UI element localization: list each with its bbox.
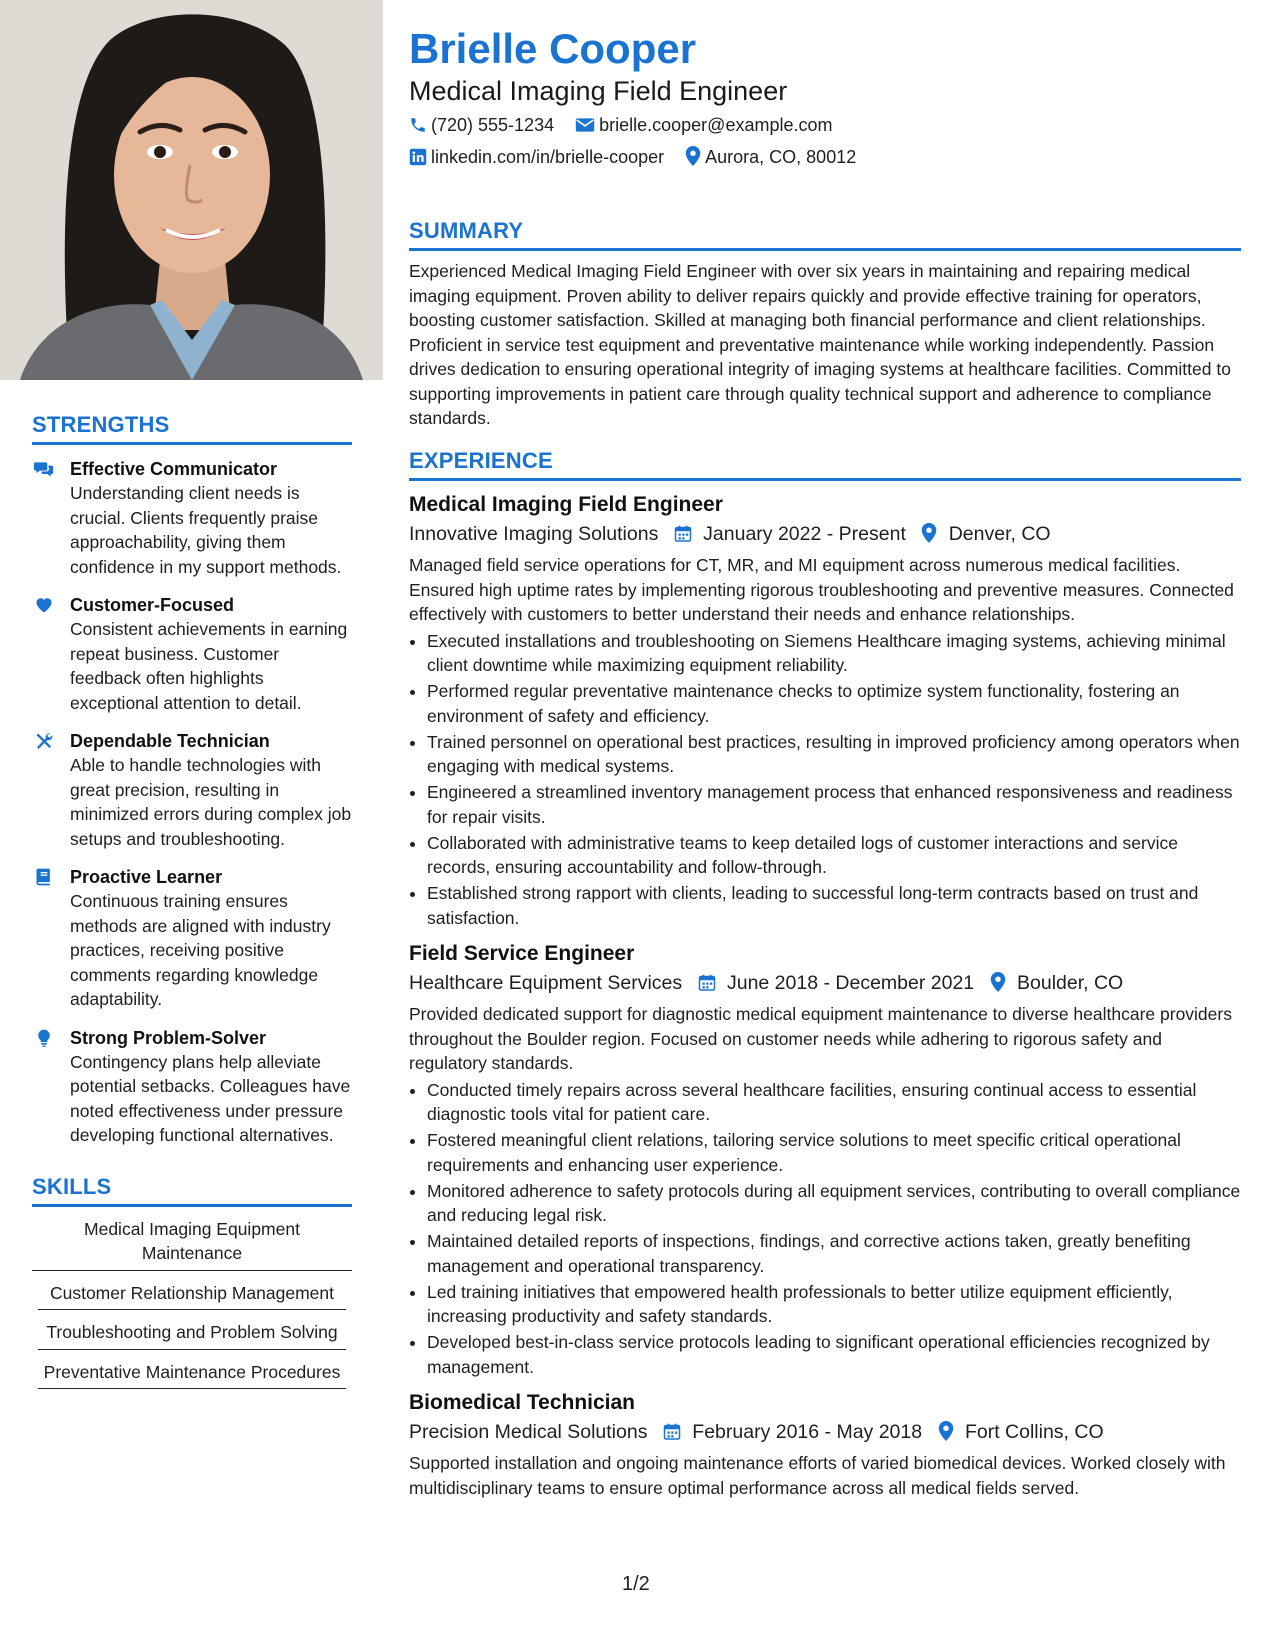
phone-icon [409, 116, 427, 134]
job-location: Denver, CO [948, 523, 1051, 545]
location-contact [685, 147, 856, 167]
job-dates: January 2022 - Present [703, 523, 906, 545]
job-dates: June 2018 - December 2021 [726, 972, 975, 994]
map-pin-icon [921, 523, 937, 543]
job-bullets [409, 629, 1241, 931]
summary-heading: SUMMARY [409, 218, 1241, 251]
strength-item [32, 865, 352, 1012]
map-pin-icon [990, 972, 1006, 992]
book-icon [34, 867, 54, 887]
job-bullet: • Engineered a streamlined inventory management process that enhanced responsiveness and readiness for repair visits. [427, 780, 1241, 829]
job-bullet: • Established strong rapport with clients, leading to successful long-term contracts based on trust and satisfaction. [427, 881, 1241, 930]
page-number: 1/2 [622, 1573, 650, 1595]
envelope-icon [575, 116, 595, 134]
job-bullet: • Monitored adherence to safety protocols during all equipment services, contributing to overall compliance and reducing legal risk. [427, 1179, 1241, 1228]
job-bullet: • Trained personnel on operational best practices, resulting in improved proficiency among operators when engaging with medical systems. [427, 730, 1241, 779]
linkedin-icon [409, 148, 427, 166]
job-bullet: • Developed best-in-class service protocols leading to significant operational efficiencies recognized by management. [427, 1330, 1241, 1379]
job-company: Healthcare Equipment Services [409, 972, 683, 994]
strength-title: Customer-Focused [70, 595, 235, 615]
email-contact[interactable] [575, 115, 832, 135]
heart-icon [34, 595, 54, 615]
job-bullet: • Collaborated with administrative teams to keep detailed logs of customer interactions and service records, ensuring accountability and follow-through. [427, 831, 1241, 880]
job-bullet: • Maintained detailed reports of inspections, findings, and corrective actions taken, greatly benefiting management and operational transparency. [427, 1229, 1241, 1278]
job-company: Precision Medical Solutions [409, 1421, 648, 1443]
skills-list [32, 1217, 352, 1390]
calendar-icon [698, 973, 716, 992]
phone-text: (720) 555-1234 [431, 115, 555, 135]
summary-section [409, 218, 1241, 431]
skill-item: Preventative Maintenance Procedures [38, 1360, 346, 1390]
calendar-icon [663, 1422, 681, 1441]
job-location: Fort Collins, CO [964, 1421, 1104, 1443]
job-entry [409, 940, 1241, 1379]
map-pin-icon [938, 1421, 954, 1441]
location-text: Aurora, CO, 80012 [705, 147, 857, 167]
strength-title: Dependable Technician [70, 731, 270, 751]
strength-description: Able to handle technologies with great precision, resulting in minimized errors during complex job setups and troubleshooting. [70, 755, 352, 849]
tools-icon [34, 731, 54, 751]
strength-description: Understanding client needs is crucial. Clients frequently praise approachability, giving them confidence in my support methods. [70, 483, 342, 577]
phone-contact[interactable] [409, 115, 559, 135]
experience-section [409, 448, 1241, 1500]
job-company: Innovative Imaging Solutions [409, 523, 659, 545]
left-content [32, 412, 352, 1389]
skills-heading: SKILLS [32, 1174, 352, 1207]
strength-description: Continuous training ensures methods are aligned with industry practices, receiving positive comments regarding knowledge adaptability. [70, 891, 331, 1009]
job-description: Supported installation and ongoing maintenance efforts of varied biomedical devices. Worked closely with multidisciplinary teams to ensure optimal performance across all medical fields served. [409, 1453, 1226, 1498]
strength-title: Effective Communicator [70, 459, 278, 479]
job-bullet: • Conducted timely repairs across several healthcare facilities, ensuring continual access to essential diagnostic tools vital for patient care. [427, 1078, 1241, 1127]
job-bullet: • Executed installations and troubleshooting on Siemens Healthcare imaging systems, achieving minimal client downtime while maximizing equipment reliability. [427, 629, 1241, 678]
strength-item [32, 729, 352, 851]
job-entry [409, 1389, 1241, 1500]
job-description: Provided dedicated support for diagnostic medical equipment maintenance to diverse healthcare providers throughout the Boulder region. Focused on customer needs while adhering to rigorous safety and regulatory standards. [409, 1004, 1232, 1073]
strengths-list [32, 457, 352, 1148]
job-entry [409, 491, 1241, 930]
job-title: Medical Imaging Field Engineer [409, 493, 723, 516]
contact-row-1 [409, 113, 849, 137]
job-meta [409, 519, 1241, 549]
lightbulb-icon [34, 1028, 54, 1048]
email-text: brielle.cooper@example.com [599, 115, 833, 135]
summary-text: Experienced Medical Imaging Field Engineer with over six years in maintaining and repairing medical imaging equipment. Proven ability to deliver repairs quickly and provide effective training for operators, boosting customer satisfaction. Skilled at managing both financial performance and client relationships. Proficient in service test equipment and preventative maintenance while working independently. Passion drives dedication to ensuring operational integrity of imaging systems at healthcare facilities. Committed to supporting improvements in patient care through quality technical support and adherence to compliance standards. [409, 261, 1231, 428]
job-bullets [409, 1078, 1241, 1380]
skill-item: Customer Relationship Management [38, 1281, 346, 1311]
strength-title: Proactive Learner [70, 867, 223, 887]
strength-item [32, 1026, 352, 1148]
job-title: Field Service Engineer [409, 942, 635, 965]
skill-item: Troubleshooting and Problem Solving [38, 1320, 346, 1350]
job-bullet: • Performed regular preventative maintenance checks to optimize system functionality, fostering an environment of safety and efficiency. [427, 679, 1241, 728]
job-dates: February 2016 - May 2018 [692, 1421, 923, 1443]
chat-bubbles-icon [34, 459, 54, 479]
strength-description: Contingency plans help alleviate potential setbacks. Colleagues have noted effectiveness under pressure developing functional alternatives. [70, 1051, 351, 1145]
job-bullet: • Fostered meaningful client relations, tailoring service solutions to meet specific critical operational requirements and enhancing user experience. [427, 1128, 1241, 1177]
job-description: Managed field service operations for CT, MR, and MI equipment across numerous medical facilities. Ensured high uptime rates by implementing rigorous troubleshooting and preventive measures. Connected effectively with customers to better understand their needs and enhance relationships. [409, 555, 1234, 624]
linkedin-contact[interactable] [409, 147, 669, 167]
profile-photo [0, 0, 383, 380]
linkedin-text: linkedin.com/in/brielle-cooper [431, 147, 665, 167]
left-column [0, 0, 383, 1650]
map-pin-icon [685, 146, 701, 166]
skill-item: Medical Imaging Equipment Maintenance [32, 1217, 352, 1271]
calendar-icon [674, 524, 692, 543]
job-bullet: • Led training initiatives that empowered health professionals to better utilize equipment efficiently, increasing productivity and safety standards. [427, 1280, 1241, 1329]
contact-row-2 [409, 145, 872, 169]
job-title: Biomedical Technician [409, 1391, 636, 1414]
strength-title: Strong Problem-Solver [70, 1027, 267, 1048]
strength-item [32, 457, 352, 579]
strengths-heading: STRENGTHS [32, 412, 352, 445]
experience-heading: EXPERIENCE [409, 448, 1241, 481]
candidate-title: Medical Imaging Field Engineer [409, 76, 788, 106]
strength-item [32, 593, 352, 715]
candidate-name: Brielle Cooper [409, 25, 697, 72]
job-location: Boulder, CO [1017, 972, 1124, 994]
job-meta [409, 968, 1241, 998]
job-meta [409, 1417, 1241, 1447]
strength-description: Consistent achievements in earning repeat business. Customer feedback often highlights exceptional attention to detail. [70, 619, 348, 713]
